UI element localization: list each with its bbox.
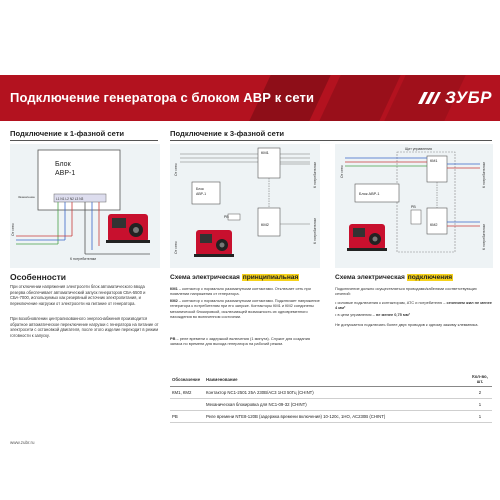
scheme-connection-heading: Схема электрическая подключения: [335, 274, 453, 281]
scheme-connection-note: Не допускается подключать более двух проводов к одному зажиму клеммника.: [335, 322, 479, 327]
scheme-principal-km2: КМ2 – контактор с нормально разомкнутыми контактами. Подключает напряжение генератора к потребителям при его запуске. Контакторы КМ1 и КМ2 соединены механической блокировкой, исключающей возможность их одновременного нахождения во включенном состоянии.: [170, 298, 320, 319]
col-qty-header: Кол-во, шт.: [468, 372, 492, 387]
to-consumers-label: К потребителям: [70, 257, 96, 261]
table-row: [170, 411, 492, 423]
terminal-labels: L1 N1 L2 N2 L3 N3: [56, 197, 84, 201]
footer-url[interactable]: www.zubr.ru: [10, 440, 35, 445]
to-consumers-label-2: К потребителям: [313, 162, 317, 188]
cell-code: КМ1, КМ2: [170, 387, 204, 399]
from-grid-label-3: От сети: [174, 241, 178, 254]
three-phase-connection-diagram: [335, 144, 493, 268]
scheme-connection-bullet-1: • силовые подключения к контакторам, АТС и потребителю – сечением жил не менее 4 мм²: [335, 300, 492, 311]
title-banner: [0, 75, 500, 121]
cell-code: РВ: [170, 411, 204, 423]
cell-qty: 1: [468, 411, 492, 423]
three-phase-principal-diagram: [170, 144, 320, 268]
scheme-connection-intro: Подключение должно осуществляться проводами/кабелями соответствующих сечений:: [335, 286, 477, 297]
scheme-principal-highlight: принципиальная: [242, 274, 299, 281]
features-paragraph-1: При отключении напряжения электросети блок автоматического ввода резерва обеспечивает автоматический запуск генераторов СБА-5500 и СБА-7000, используемых как резервный источник электропитания, и переключение нагрузки от электросети на питание от генератора.: [10, 284, 146, 306]
km1-label-2: КМ1: [430, 159, 438, 163]
to-consumers-label-4: К потребителям: [482, 162, 486, 188]
col-code-header: Обозначение: [170, 372, 204, 387]
generator-illustration-3: [347, 224, 387, 251]
rv-label-2: РВ: [411, 205, 416, 209]
avr-block-label-5: Блок АВР-1: [359, 192, 380, 196]
features-paragraph-2: При возобновлении централизованного энергоснабжения производится обратное автоматическое переключение нагрузки с генератора на питание от электросети с остановкой двигателя, после этого изделие переходит в режим готовности к запуску.: [10, 316, 159, 338]
scheme-principal-heading: Схема электрическая принципиальная: [170, 274, 299, 281]
features-heading: Особенности: [10, 272, 66, 282]
to-consumers-label-5: К потребителям: [482, 224, 486, 250]
avr-block-label-4: АВР-1: [196, 192, 207, 196]
km1-label: КМ1: [261, 150, 269, 155]
cell-name: Реле времени NTE8-120B (задержка времени включения) 10-120с, 1НО, АС230В (CHINT): [204, 411, 468, 423]
km2-label: КМ2: [261, 222, 269, 227]
cell-qty: 2: [468, 387, 492, 399]
grounding-label: Заземление: [18, 195, 35, 199]
cell-qty: 1: [468, 399, 492, 411]
from-grid-label-4: От сети: [340, 165, 344, 178]
page-title: Подключение генератора с блоком АВР к сети: [10, 90, 315, 105]
components-table: [170, 372, 492, 423]
control-panel-label: Щит управления: [405, 147, 432, 151]
generator-illustration-2: [194, 230, 234, 257]
cell-name: Контактор NC1-2501 25А 230В/АС3 1НЗ 50Гц (CHINT): [204, 387, 468, 399]
scheme-connection-highlight: подключения: [407, 274, 453, 281]
section-1-divider: [10, 140, 158, 141]
col-name-header: Наименование: [204, 372, 468, 387]
cell-code: [170, 399, 204, 411]
avr-block-label-1: Блок: [55, 161, 71, 168]
from-grid-label-2: От сети: [174, 163, 178, 176]
brand-name: ЗУБР: [444, 88, 492, 107]
table-row: [170, 387, 492, 399]
km2-label-2: КМ2: [430, 223, 438, 227]
section-2-title: Подключение к 3-фазной сети: [170, 129, 285, 138]
single-phase-diagram: [10, 144, 160, 268]
brand-logo: [416, 88, 492, 108]
avr-block-label-3: Блок: [196, 187, 204, 191]
to-consumers-label-3: К потребителям: [313, 218, 317, 244]
cell-name: Механическая блокировка для NC1-09-32 (CHINT): [204, 399, 468, 411]
generator-illustration: [106, 214, 150, 243]
bison-logo-icon: [416, 88, 442, 108]
section-1-title: Подключение к 1-фазной сети: [10, 129, 125, 138]
table-row: [170, 399, 492, 411]
rv-label: РВ: [224, 215, 229, 219]
scheme-connection-bullet-2: • в цепи управления – не менее 0,75 мм²: [335, 312, 410, 317]
avr-block-label-2: АВР-1: [55, 170, 76, 177]
table-header-row: [170, 372, 492, 387]
scheme-principal-km1: КМ1 – контактор с нормально разомкнутыми контактами. Отключает сеть при появлении напряжения от генератора.: [170, 286, 311, 297]
scheme-principal-rv: РВ – реле времени с задержкой включения (1 минута). Служит для создания запаса по времени для выхода генератора на рабочий режим.: [170, 336, 310, 347]
section-2-divider: [170, 140, 492, 141]
from-grid-label: От сети: [11, 223, 15, 236]
